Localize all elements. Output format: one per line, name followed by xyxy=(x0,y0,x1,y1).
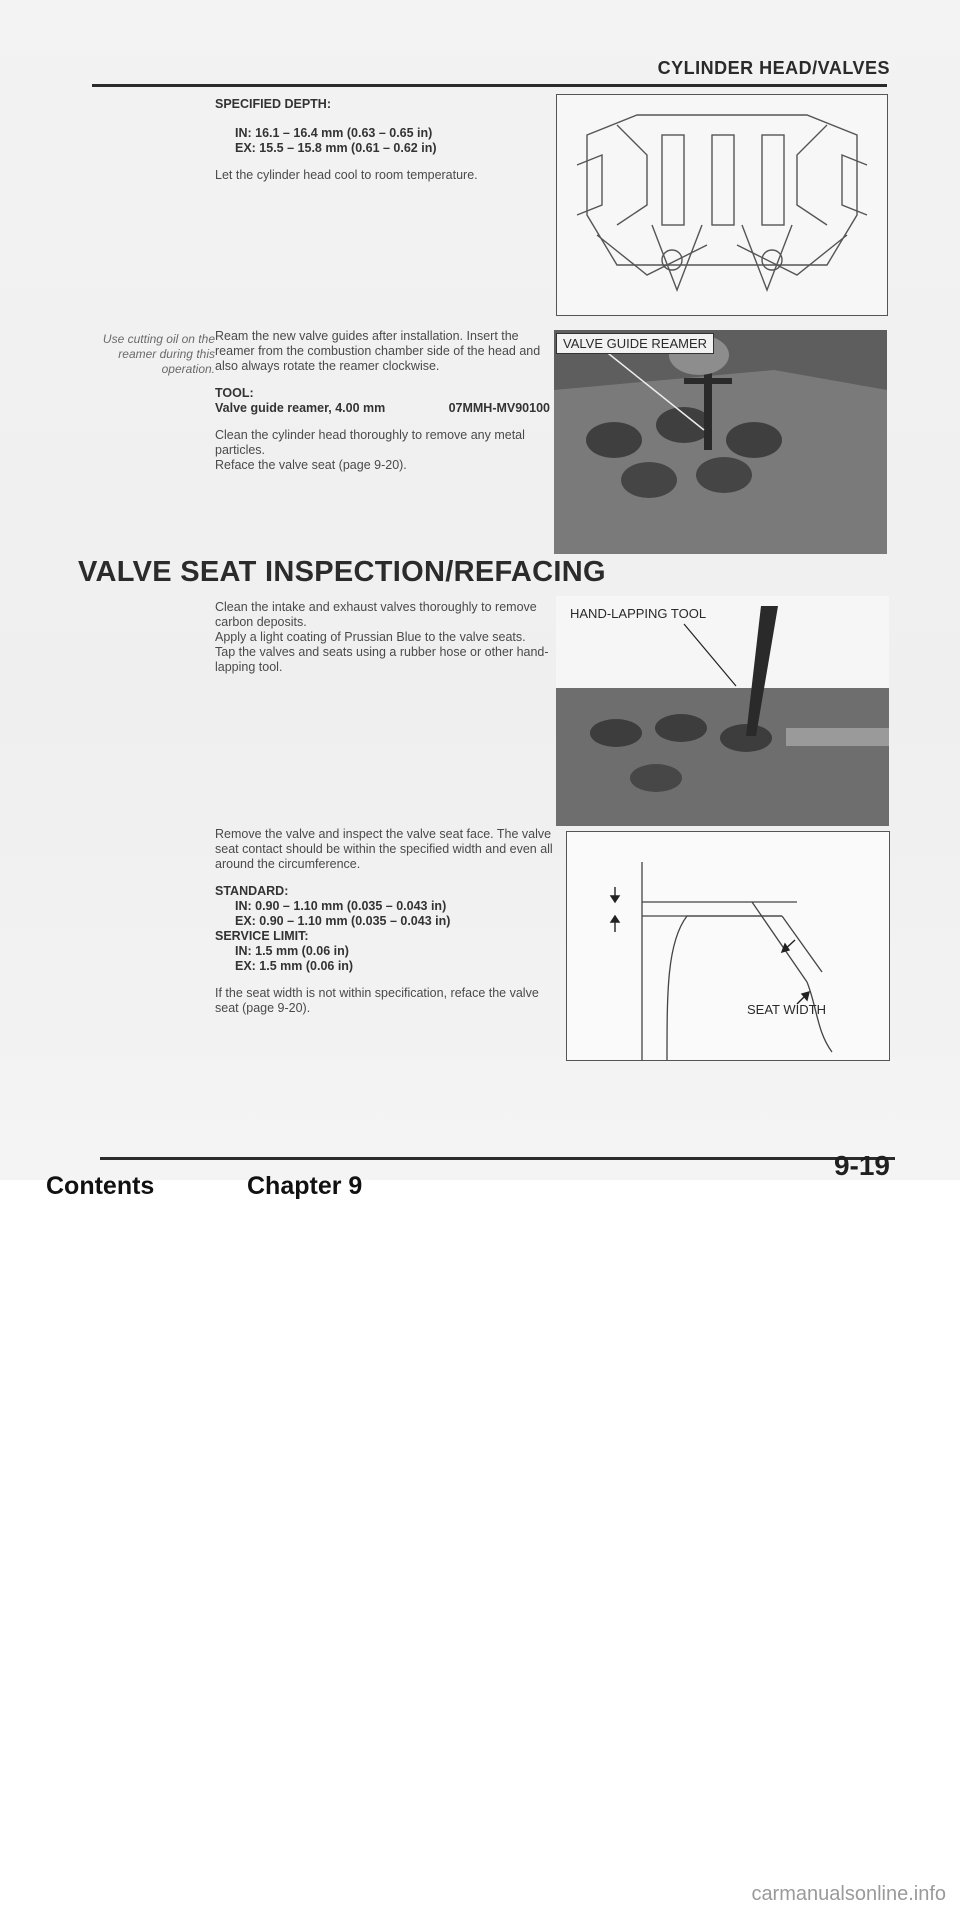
standard-label: STANDARD: xyxy=(215,884,289,898)
inspect-seat-text: Remove the valve and inspect the valve seat face. The valve seat contact should be within the specified width and even all around the circumference. xyxy=(215,827,553,871)
seat-width-drawing xyxy=(567,832,889,1060)
page-number: 9-19 xyxy=(833,1150,890,1181)
tool-row xyxy=(215,401,550,416)
reamer-photo-drawing xyxy=(554,330,887,554)
cool-note: Let the cylinder head cool to room temperature. xyxy=(215,168,478,182)
clean-valves-text: Clean the intake and exhaust valves thoroughly to remove carbon deposits. xyxy=(215,600,537,629)
seat-width-callout: SEAT WIDTH xyxy=(747,1002,826,1017)
standard-in: IN: 0.90 – 1.10 mm (0.035 – 0.043 in) xyxy=(235,899,447,913)
service-limit-ex: EX: 1.5 mm (0.06 in) xyxy=(235,959,354,973)
reface-if-out-of-spec: If the seat width is not within specification, reface the valve seat (page 9-20). xyxy=(215,986,539,1015)
specified-depth-in: IN: 16.1 – 16.4 mm (0.63 – 0.65 in) xyxy=(235,126,433,140)
cutting-oil-side-note: Use cutting oil on the reamer during this operation. xyxy=(102,332,215,376)
reface-note: Reface the valve seat (page 9-20). xyxy=(215,458,407,472)
specified-depth-block xyxy=(215,97,545,183)
cylinder-head-drawing xyxy=(557,95,887,315)
service-limit-in: IN: 1.5 mm (0.06 in) xyxy=(235,944,349,958)
tap-valves-text: Tap the valves and seats using a rubber hose or other hand-lapping tool. xyxy=(215,645,549,674)
specified-depth-label: SPECIFIED DEPTH: xyxy=(215,97,331,111)
contents-link[interactable]: Contents xyxy=(46,1172,155,1200)
header-rule xyxy=(92,84,887,87)
chapter-link[interactable]: Chapter 9 xyxy=(247,1172,363,1200)
footer-rule xyxy=(100,1157,895,1160)
inspect-seat-block xyxy=(215,827,555,1016)
seat-width-diagram xyxy=(566,831,890,1061)
hand-lapping-photo-frame xyxy=(556,596,889,826)
ream-instructions: Ream the new valve guides after installation. Insert the reamer from the combustion chamber side of the head and also always rotate the reamer clockwise. xyxy=(215,329,541,373)
cylinder-head-diagram xyxy=(556,94,888,316)
clean-head-note: Clean the cylinder head thoroughly to remove any metal particles. xyxy=(215,428,525,457)
valve-seat-section-heading: VALVE SEAT INSPECTION/REFACING xyxy=(78,556,606,588)
valve-guide-reamer-photo xyxy=(554,330,887,554)
specified-depth-ex: EX: 15.5 – 15.8 mm (0.61 – 0.62 in) xyxy=(235,141,437,155)
lapping-stick-drawing xyxy=(556,596,889,826)
hand-lapping-tool-callout: HAND-LAPPING TOOL xyxy=(570,606,707,621)
section-header-title: CYLINDER HEAD/VALVES xyxy=(657,58,890,78)
prussian-blue-text: Apply a light coating of Prussian Blue to the valve seats. xyxy=(215,630,526,644)
ream-block xyxy=(215,329,550,473)
tool-number: 07MMH-MV90100 xyxy=(448,401,550,415)
valve-seat-intro-block xyxy=(215,600,550,675)
standard-ex: EX: 0.90 – 1.10 mm (0.035 – 0.043 in) xyxy=(235,914,451,928)
valve-guide-reamer-callout: VALVE GUIDE REAMER xyxy=(556,333,714,354)
service-limit-label: SERVICE LIMIT: xyxy=(215,929,309,943)
tool-label: TOOL: xyxy=(215,386,254,400)
tool-name: Valve guide reamer, 4.00 mm xyxy=(215,401,386,415)
site-watermark: carmanualsonline.info xyxy=(751,1883,946,1905)
